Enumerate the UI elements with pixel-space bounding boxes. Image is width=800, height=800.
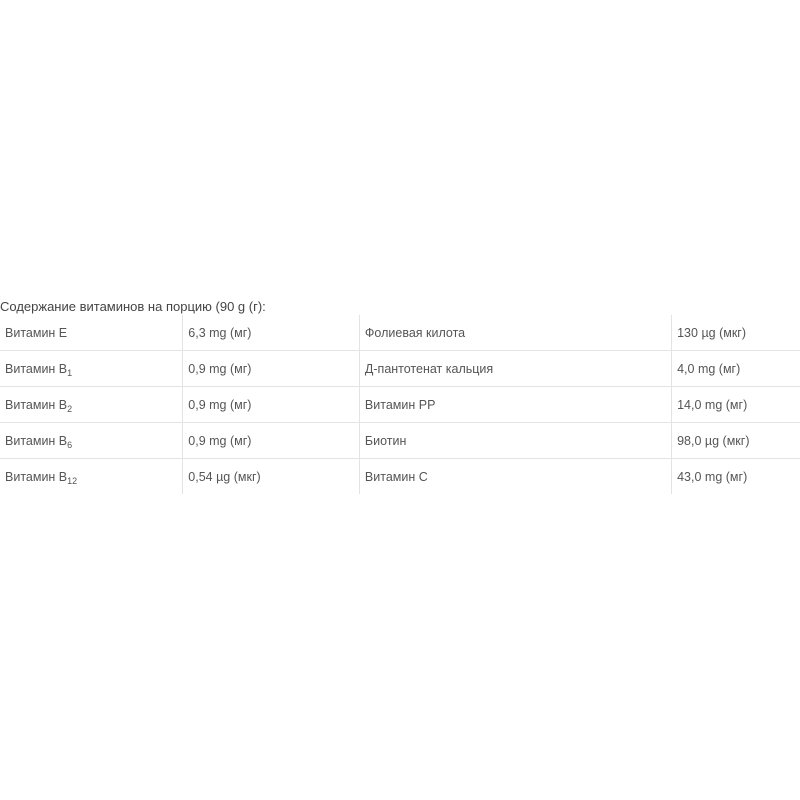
vitamin-name-subscript: 1 <box>67 367 73 378</box>
vitamin-name-subscript: 6 <box>67 439 73 450</box>
vitamin-name: Витамин B <box>5 433 68 448</box>
vitamin-name-cell: Витамин PP <box>359 387 671 423</box>
vitamin-amount-cell: 43,0 mg (мг) <box>672 459 800 495</box>
vitamin-name-cell: Д-пантотенат кальция <box>359 351 671 387</box>
vitamin-name-subscript: 2 <box>67 403 73 414</box>
vitamin-name: Витамин B <box>5 361 68 376</box>
vitamin-table <box>0 315 800 494</box>
vitamin-name: Витамин B <box>5 469 68 484</box>
vitamin-amount-cell: 0,9 mg (мг) <box>183 351 360 387</box>
table-row <box>0 459 800 495</box>
vitamin-name: Витамин E <box>5 325 68 340</box>
vitamin-name: Витамин B <box>5 397 68 412</box>
vitamin-amount-cell: 98,0 µg (мкг) <box>672 423 800 459</box>
vitamin-name-cell <box>0 387 183 423</box>
vitamin-name-cell <box>0 423 183 459</box>
vitamin-name-subscript: 12 <box>67 475 78 486</box>
vitamin-amount-cell: 4,0 mg (мг) <box>672 351 800 387</box>
vitamin-amount-cell: 0,54 µg (мкг) <box>183 459 360 495</box>
table-row <box>0 423 800 459</box>
vitamin-name-cell: Фолиевая килота <box>359 315 671 351</box>
vitamin-amount-cell: 0,9 mg (мг) <box>183 423 360 459</box>
table-caption: Содержание витаминов на порцию (90 g (г): <box>0 299 266 314</box>
vitamin-amount-cell: 0,9 mg (мг) <box>183 387 360 423</box>
vitamin-name-cell: Биотин <box>359 423 671 459</box>
vitamin-name-cell <box>0 459 183 495</box>
vitamin-amount-cell: 130 µg (мкг) <box>672 315 800 351</box>
vitamin-name-cell: Витамин C <box>359 459 671 495</box>
vitamin-name-cell <box>0 351 183 387</box>
table-row <box>0 387 800 423</box>
table-row <box>0 315 800 351</box>
table-row <box>0 351 800 387</box>
vitamin-amount-cell: 6,3 mg (мг) <box>183 315 360 351</box>
vitamin-amount-cell: 14,0 mg (мг) <box>672 387 800 423</box>
vitamin-name-cell <box>0 315 183 351</box>
